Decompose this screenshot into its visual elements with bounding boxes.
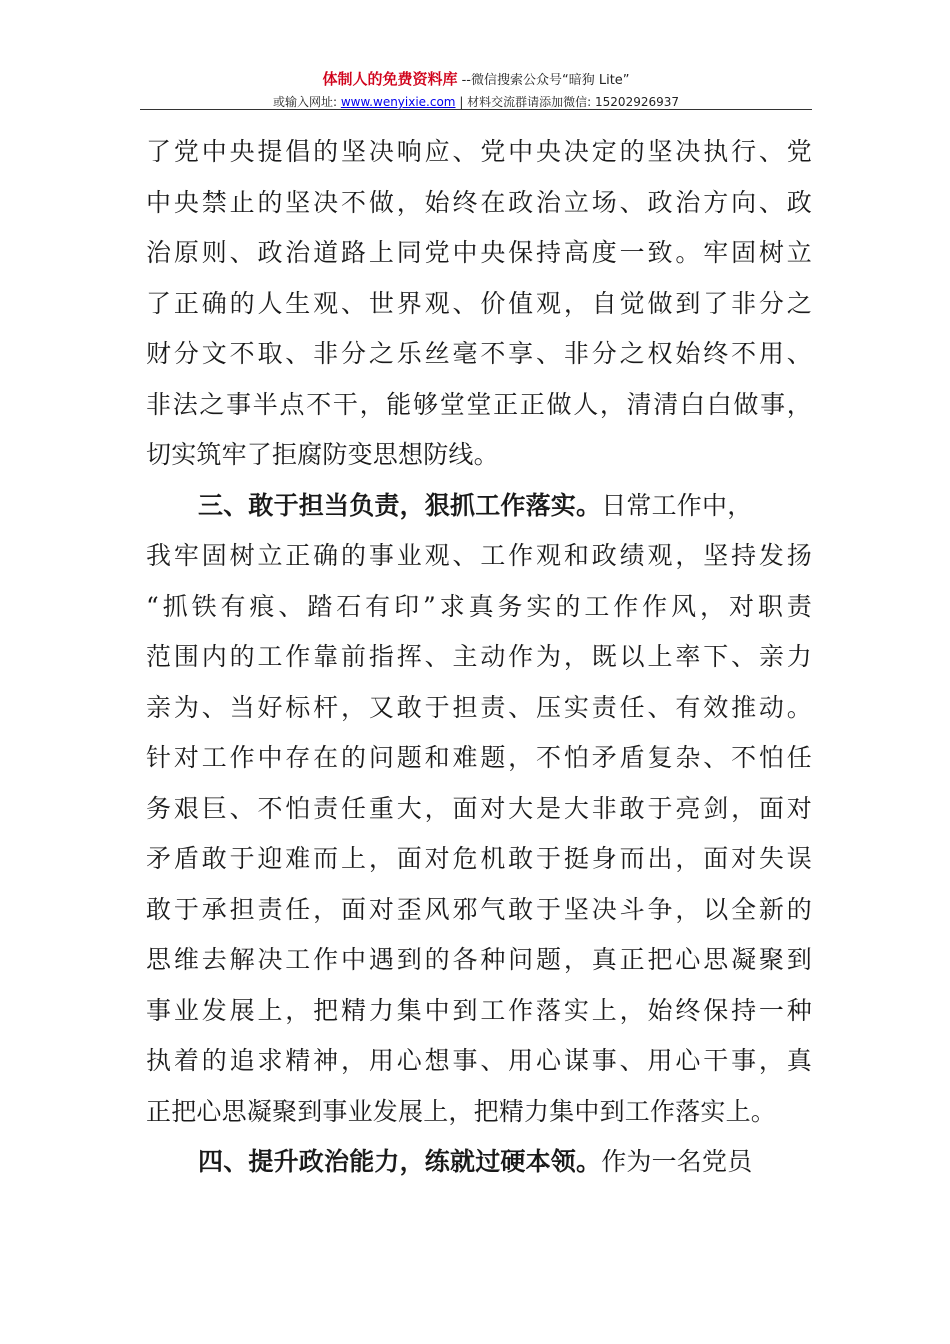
page-header <box>140 70 812 111</box>
section-3-first-line <box>146 481 812 532</box>
document-body <box>146 127 812 1188</box>
body-line: 正把心思凝聚到事业发展上，把精力集中到工作落实上。 <box>146 1096 777 1126</box>
section-4-text: 作为一名党员 <box>601 1147 753 1176</box>
body-line: 执着的追求精神，用心想事、用心谋事、用心干事，真 <box>146 1046 812 1075</box>
body-line: 务艰巨、不怕责任重大，面对大是大非敢于亮剑，面对 <box>146 793 812 823</box>
body-line: 了正确的人生观、世界观、价值观，自觉做到了非分之 <box>146 288 812 318</box>
body-line: 中央禁止的坚决不做，始终在政治立场、政治方向、政 <box>146 187 812 217</box>
header-line-1 <box>140 70 812 90</box>
url-prefix: 或输入网址: <box>272 95 341 109</box>
header-tagline: --微信搜索公众号“暗狗 Lite” <box>457 73 630 88</box>
section-4-heading: 四、提升政治能力，练就过硬本领。 <box>198 1147 602 1176</box>
body-line: 事业发展上，把精力集中到工作落实上，始终保持一种 <box>146 995 812 1025</box>
body-line: 思维去解决工作中遇到的各种问题，真正把心思凝聚到 <box>146 945 812 974</box>
contact-info: | 材料交流群请添加微信: 15202926937 <box>455 95 680 109</box>
body-line: 非法之事半点不干，能够堂堂正正做人，清清白白做事， <box>146 389 812 419</box>
body-line: 了党中央提倡的坚决响应、党中央决定的坚决执行、党 <box>146 137 812 166</box>
body-line: 矛盾敢于迎难而上，面对危机敢于挺身而出，面对失误 <box>146 844 812 873</box>
body-line: 我牢固树立正确的事业观、工作观和政绩观，坚持发扬 <box>146 541 812 570</box>
body-line: “抓铁有痕、踏石有印”求真务实的工作作风，对职责 <box>146 591 812 621</box>
section-3-heading: 三、敢于担当负责，狠抓工作落实。 <box>198 490 602 520</box>
body-line: 针对工作中存在的问题和难题，不怕矛盾复杂、不怕任 <box>146 743 812 772</box>
body-line: 治原则、政治道路上同党中央保持高度一致。牢固树立 <box>146 238 812 267</box>
body-line: 亲为、当好标杆，又敢于担责、压实责任、有效推动。 <box>146 692 812 722</box>
header-divider <box>140 109 812 110</box>
website-link[interactable]: www.wenyixie.com <box>340 95 456 109</box>
body-line: 切实筑牢了拒腐防变思想防线。 <box>146 440 499 469</box>
section-4-first-line <box>146 1137 812 1188</box>
body-line: 范围内的工作靠前指挥、主动作为，既以上率下、亲力 <box>146 642 812 671</box>
section-3-text: 日常工作中， <box>601 490 753 520</box>
body-line: 敢于承担责任，面对歪风邪气敢于坚决斗争，以全新的 <box>146 894 812 924</box>
body-line: 财分文不取、非分之乐丝毫不享、非分之权始终不用、 <box>146 339 812 368</box>
brand-title: 体制人的免费资料库 <box>322 70 458 88</box>
